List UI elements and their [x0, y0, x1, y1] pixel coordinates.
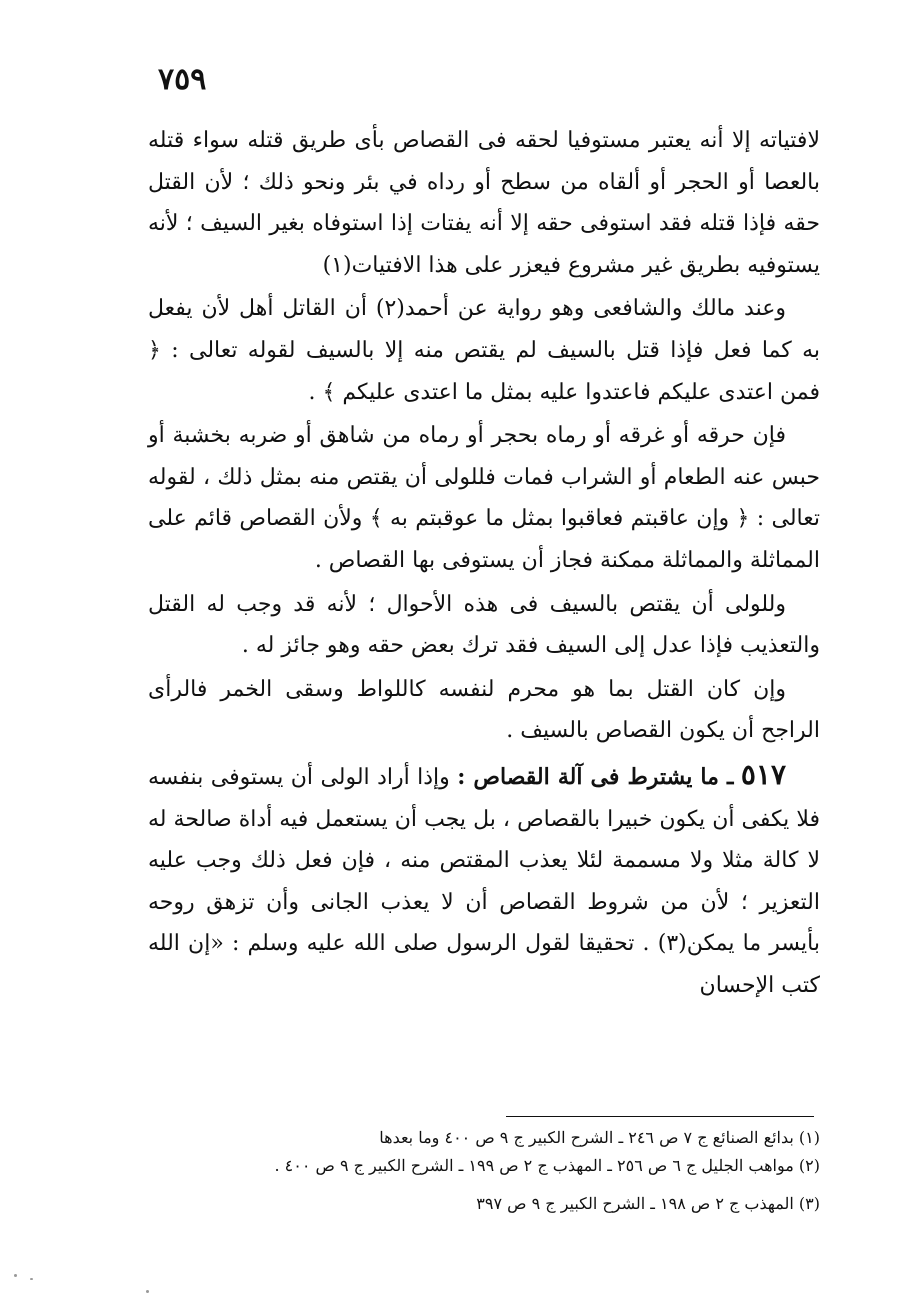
body-text [148, 120, 820, 1006]
footnote-divider [506, 1116, 814, 1117]
paragraph: وللولى أن يقتص بالسيف فى هذه الأحوال ؛ لأنه قد وجب له القتل والتعذيب فإذا عدل إلى السيف فقد ترك بعض حقه وهو جائز له . [148, 591, 820, 659]
paragraph: وإن كان القتل بما هو محرم لنفسه كاللواط وسقى الخمر فالرأى الراجح أن يكون القصاص بالسيف . [148, 676, 820, 744]
section-heading: ـ ما يشترط فى آلة القصاص : [457, 763, 734, 790]
paragraph: فإن حرقه أو غرقه أو رماه بحجر أو رماه من شاهق أو ضربه بخشبة أو حبس عنه الطعام أو الشراب فمات فللولى أن يقتص منه بمثل ذلك ، لقوله تعالى : ﴿ وإن عاقبتم فعاقبوا بمثل ما عوقبتم به ﴾ ولأن القصاص قائم على المماثلة والمماثلة ممكنة فجاز أن يستوفى بها القصاص . [148, 423, 820, 573]
scan-speck [30, 1278, 33, 1280]
page-number: ٧٥٩ [158, 62, 207, 97]
footnote-2: (٢) مواهب الجليل ج ٦ ص ٢٥٦ ـ المهذب ج ٢ ص ١٩٩ ـ الشرح الكبير ج ٩ ص ٤٠٠ . [274, 1156, 820, 1175]
section-paragraph [148, 754, 820, 1007]
section-number: ٥١٧ [740, 757, 786, 791]
section-text: وإذا أراد الولى أن يستوفى بنفسه فلا يكفى أن يكون خبيرا بالقصاص ، بل يجب أن يستعمل فيه أداة صالحة له لا كالة مثلا ولا مسممة لئلا يعذب المقتص منه ، فإن فعل ذلك وجب عليه التعزير ؛ لأن من شروط القصاص أن لا يعذب الجانى وأن تزهق روحه بأيسر ما يمكن(٣) . تحقيقا لقول الرسول صلى الله عليه وسلم : «إن الله كتب الإحسان [148, 764, 820, 998]
footnotes [148, 1124, 820, 1218]
footnote-1: (١) بدائع الصنائع ج ٧ ص ٢٤٦ ـ الشرح الكبير ج ٩ ص ٤٠٠ وما بعدها [379, 1128, 820, 1147]
scan-speck [146, 1290, 149, 1293]
paragraph: وعند مالك والشافعى وهو رواية عن أحمد(٢) أن القاتل أهل لأن يفعل به كما فعل فإذا قتل بالسيف لم يقتص منه إلا بالسيف لقوله تعالى : ﴿ فمن اعتدى عليكم فاعتدوا عليه بمثل ما اعتدى عليكم ﴾ . [148, 296, 820, 405]
scan-speck [14, 1274, 17, 1277]
footnote-3: (٣) المهذب ج ٢ ص ١٩٨ ـ الشرح الكبير ج ٩ ص ٣٩٧ [476, 1194, 820, 1213]
paragraph-continuation: لافتياته إلا أنه يعتبر مستوفيا لحقه فى القصاص بأى طريق قتله سواء قتله بالعصا أو الحجر أو ألقاه من سطح أو رداه في بئر ونحو ذلك ؛ لأن القتل حقه فإذا قتله فقد استوفى حقه إلا أنه يفتات إذا استوفاه بغير السيف ؛ لأنه يستوفيه بطريق غير مشروع فيعزر على هذا الافتيات(١) [148, 128, 820, 278]
